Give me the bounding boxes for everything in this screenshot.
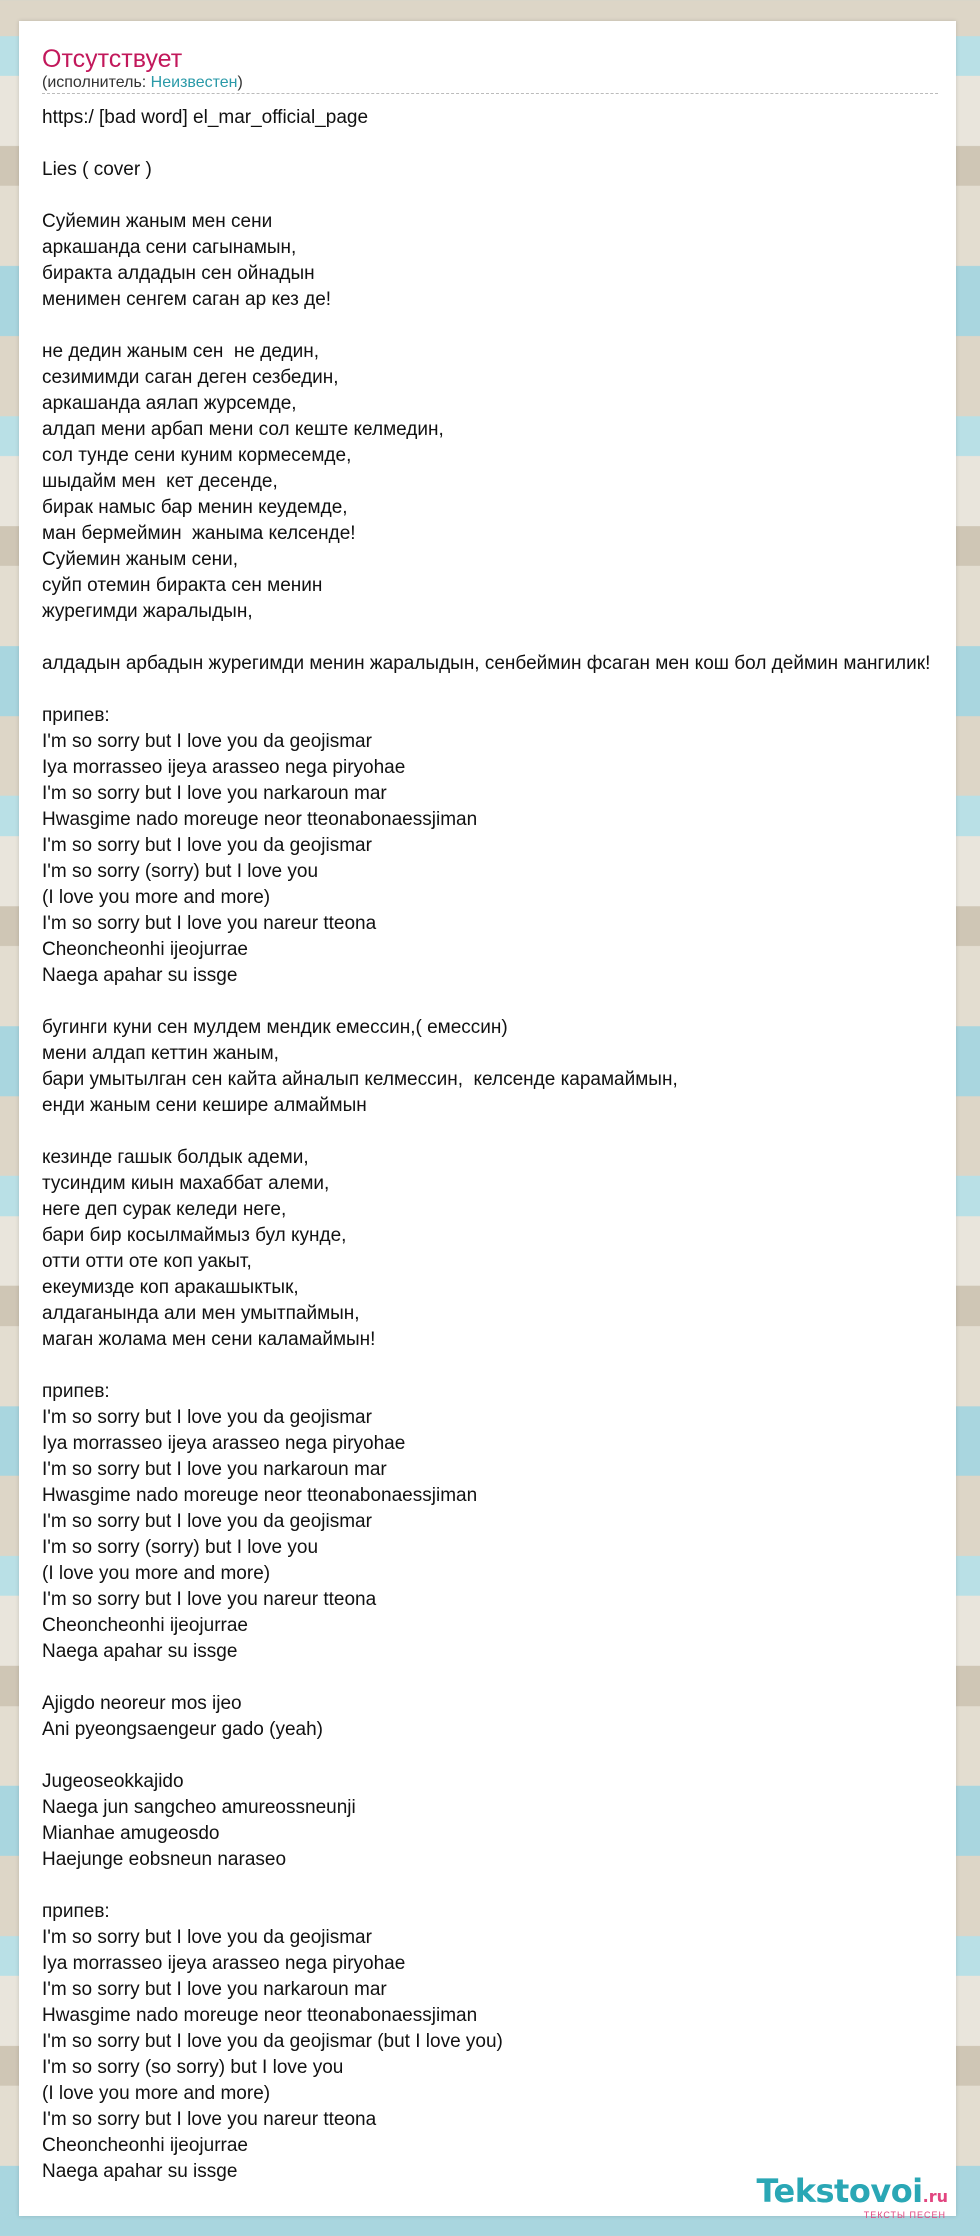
- logo-tld: .ru: [922, 2187, 948, 2206]
- artist-link[interactable]: Неизвестен: [150, 74, 238, 91]
- logo-name: Tekstovoi: [756, 2172, 923, 2210]
- artist-suffix: ): [237, 74, 243, 91]
- lyrics-card: [19, 21, 956, 2216]
- lyrics-text: https:/ [bad word] el_mar_official_page Lies ( cover ) Суйемин жаным мен сени аркашанда сени сагынамын, биракта алдадын сен ойнадын менимен сенгем саган ар кез де! не дедин жаным сен не дедин, сезимимди саган деген сезбедин, аркашанда аялап журсемде, алдап мени арбап мени сол кеште келмедин, сол тунде сени куним кормесемде, шыдайм мен кет десенде, бирак намыс бар менин кеудемде, ман бермеймин жаныма келсенде! Суйемин жаным сени, суйп отемин биракта сен менин журегимди жаралыдын, алдадын арбадын журегимди менин жаралыдын, сенбеймин фсаган мен кош бол деймин мангилик! припев: I'm so sorry but I love you da geojismar Iya morrasseo ijeya arasseo nega piryohae I'm so sorry but I love you narkaroun mar Hwasgime nado moreuge neor tteonabonaessjiman I'm so sorry but I love you da geojismar I'm so sorry (sorry) but I love you (I love you more and more) I'm so sorry but I love you nareur tteona Cheoncheonhi ijeojurrae Naega apahar su issge бугинги куни сен мулдем мендик емессин,( емессин) мени алдап кеттин жаным, бари умытылган сен кайта айналып келмессин, келсенде карамаймын, енди жаным сени кеширe алмаймын кезинде гашык болдык адеми, тусиндим киын махаббат алеми, неге деп сурак келеди неге, бари бир косылмаймыз бул кунде, отти отти оте коп уакыт, екеумизде коп аракашыктык, алдаганында али мен умытпаймын, маган жолама мен сени каламаймын! припев: I'm so sorry but I love you da geojismar Iya morrasseo ijeya arasseo nega piryohae I'm so sorry but I love you narkaroun mar Hwasgime nado moreuge neor tteonabonaessjiman I'm so sorry but I love you da geojismar I'm so sorry (sorry) but I love you (I love you more and more) I'm so sorry but I love you nareur tteona Cheoncheonhi ijeojurrae Naega apahar su issge Ajigdo neoreur mos ijeo Ani pyeongsaengeur gado (yeah) Jugeoseokkajido Naega jun sangcheo amureossneunji Mianhae amugeosdo Haejunge eobsneun naraseo припев: I'm so sorry but I love you da geojismar Iya morrasseo ijeya arasseo nega piryohae I'm so sorry but I love you narkaroun mar Hwasgime nado moreuge neor tteonabonaessjiman I'm so sorry but I love you da geojismar (but I love you) I'm so sorry (so sorry) but I love you (I love you more and more) I'm so sorry but I love you nareur tteona Cheoncheonhi ijeojurrae Naega apahar su issge: [42, 107, 931, 2182]
- artist-prefix: (исполнитель:: [42, 74, 151, 91]
- header-divider: [42, 93, 938, 94]
- site-logo[interactable]: [756, 2172, 948, 2220]
- artist-line: [42, 72, 243, 94]
- logo-tagline: ТЕКСТЫ ПЕСЕН: [863, 2210, 946, 2220]
- song-title: Отсутствует: [42, 45, 183, 73]
